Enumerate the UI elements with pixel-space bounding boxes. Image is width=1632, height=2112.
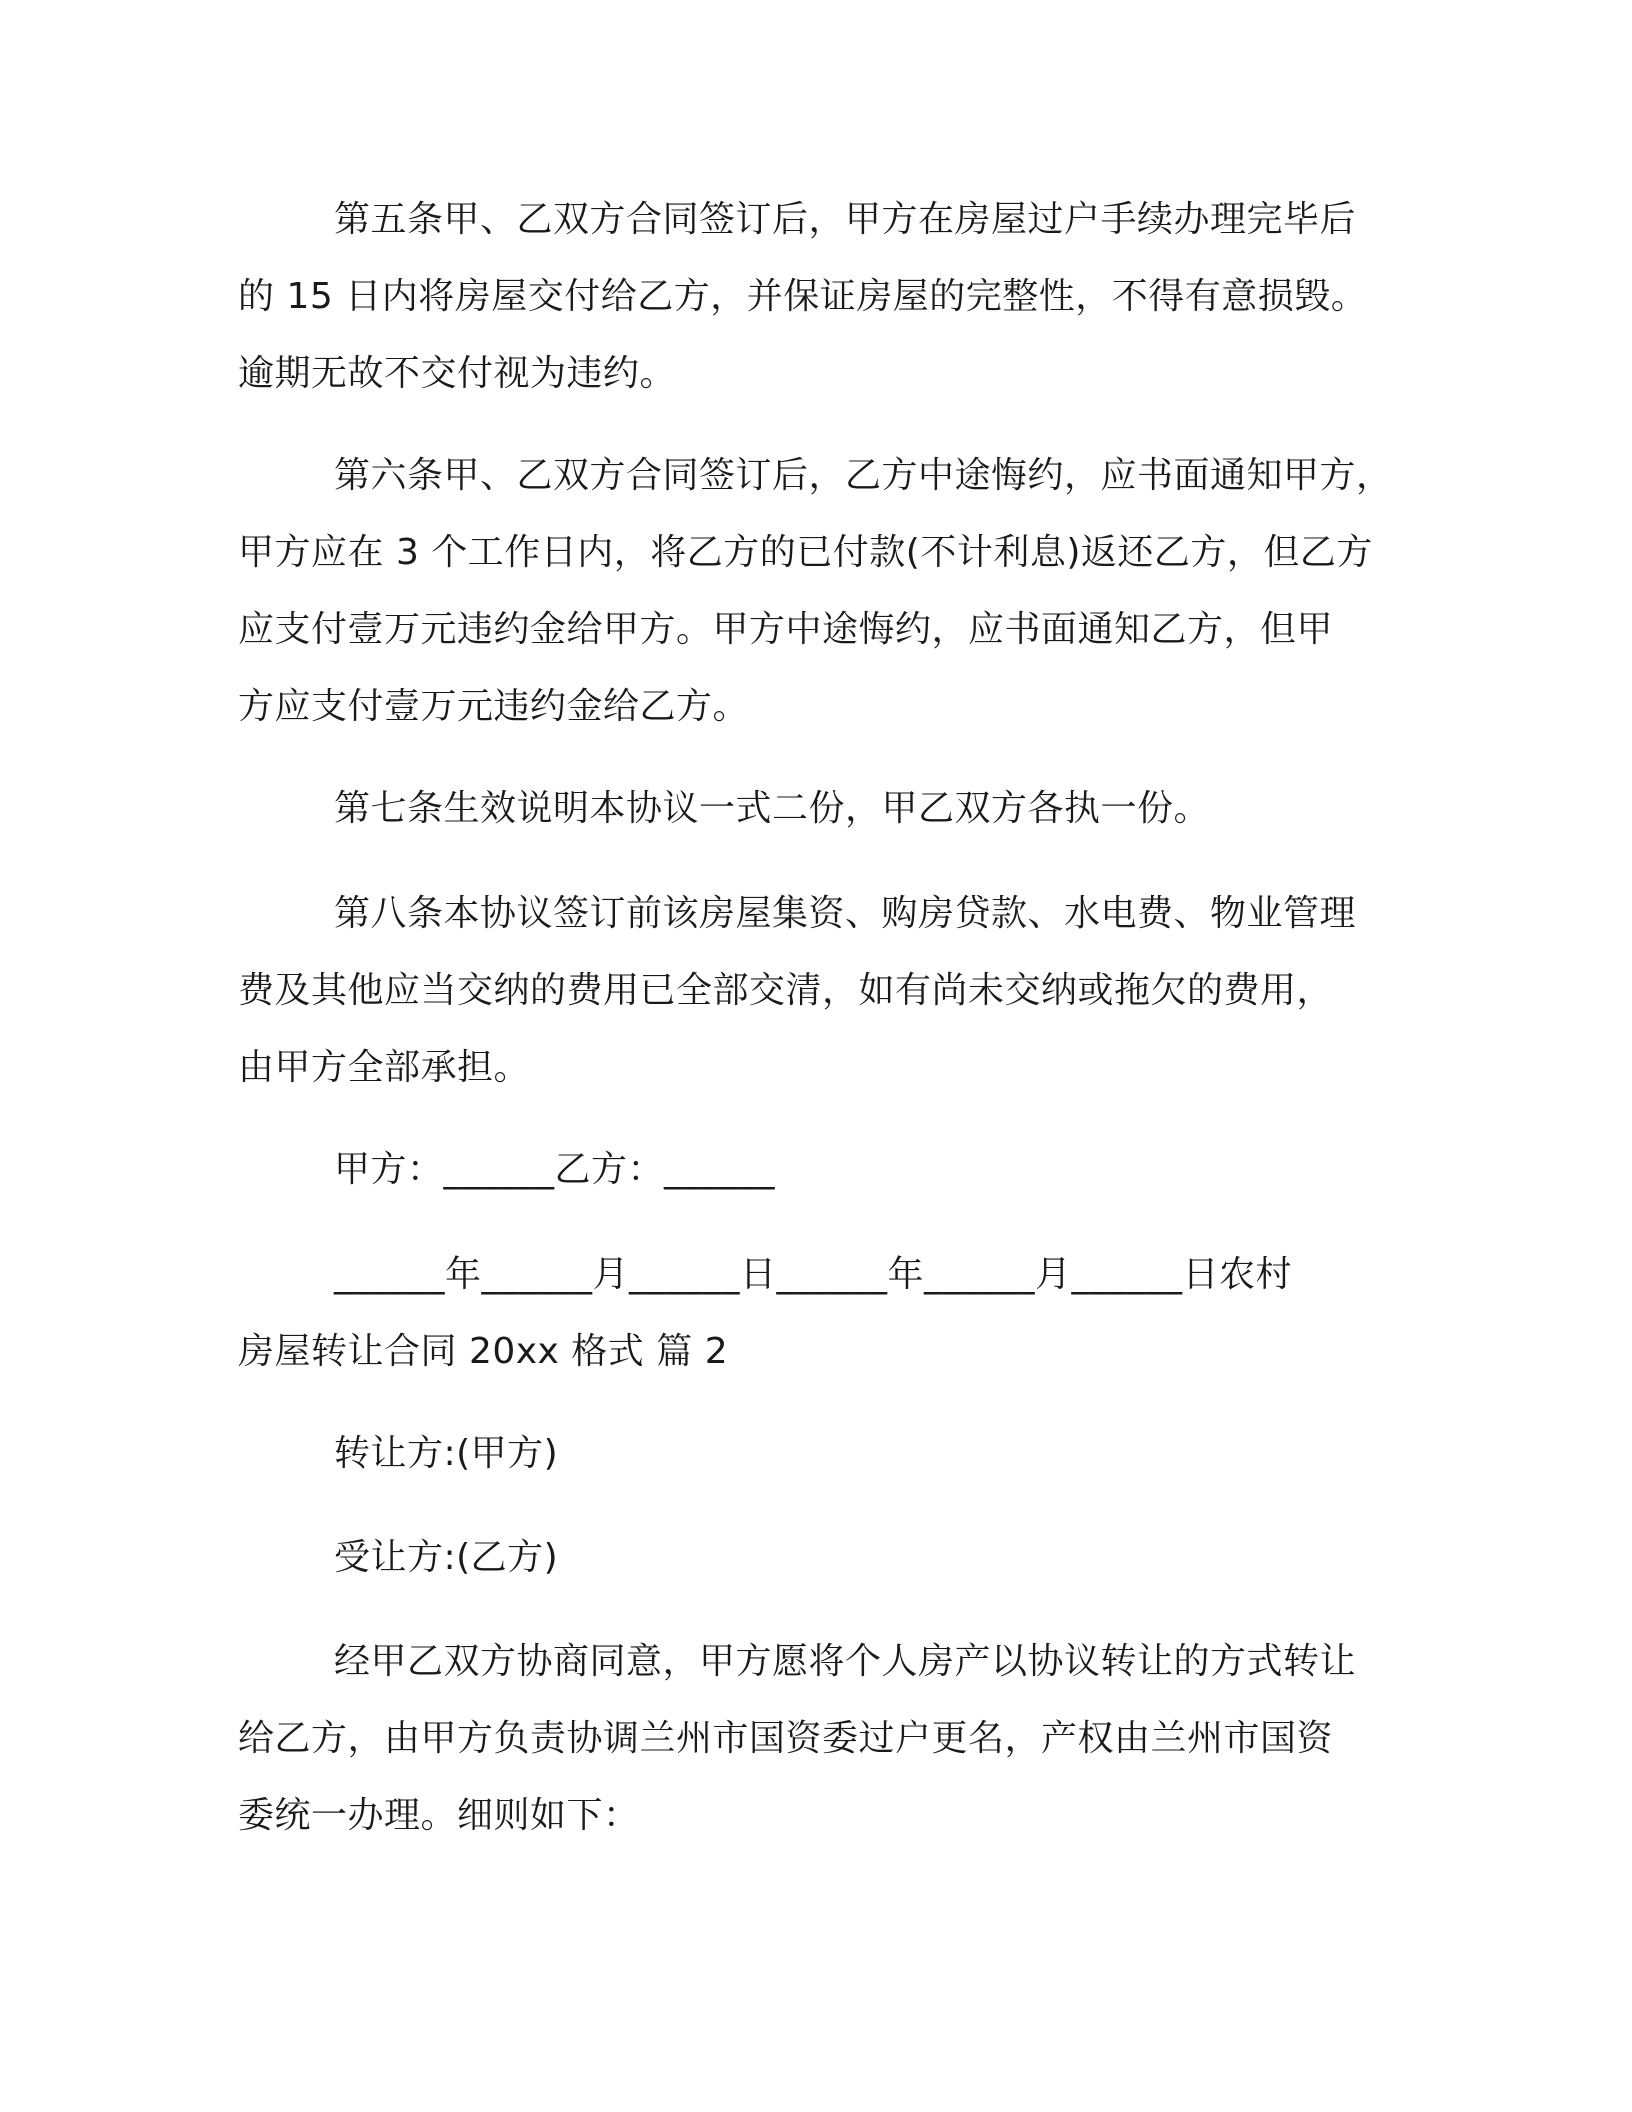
clause-6-line-4: 方应支付壹万元违约金给乙方。 [238, 686, 750, 727]
clause-8-paragraph [238, 875, 1398, 1106]
transferor-label: 转让方:(甲方) [334, 1433, 559, 1474]
clause-8-line-2: 费及其他应当交纳的费用已全部交清，如有尚未交纳或拖欠的费用， [238, 970, 1334, 1011]
clause-7-paragraph [238, 770, 1398, 847]
agreement-intro-paragraph [238, 1623, 1398, 1854]
clause-7-line-1: 第七条生效说明本协议一式二份，甲乙双方各执一份。 [334, 788, 1211, 829]
clause-8-line-1: 第八条本协议签订前该房屋集资、购房贷款、水电费、物业管理 [334, 893, 1357, 934]
agreement-intro-line-2: 给乙方，由甲方负责协调兰州市国资委过户更名，产权由兰州市国资 [238, 1718, 1334, 1759]
date-line: ______年______月______日______年______月______日农村 [334, 1254, 1293, 1295]
transferee-label: 受让方:(乙方) [334, 1537, 559, 1578]
clause-6-line-2: 甲方应在 3 个工作日内，将乙方的已付款(不计利息)返还乙方，但乙方 [238, 532, 1373, 573]
contract-heading-line: 房屋转让合同 20xx 格式 篇 2 [238, 1331, 729, 1372]
clause-6-paragraph [238, 437, 1398, 745]
clause-5-line-1: 第五条甲、乙双方合同签订后，甲方在房屋过户手续办理完毕后 [334, 199, 1357, 240]
clause-6-line-3: 应支付壹万元违约金给甲方。甲方中途悔约，应书面通知乙方，但甲 [238, 609, 1334, 650]
clause-5-line-3: 逾期无故不交付视为违约。 [238, 353, 677, 394]
date-and-heading-paragraph [238, 1236, 1398, 1390]
agreement-intro-line-3: 委统一办理。细则如下： [238, 1795, 640, 1836]
transferee-paragraph [238, 1519, 1398, 1596]
signature-parties-line [238, 1131, 1398, 1208]
signature-parties-text: 甲方：______乙方：______ [334, 1149, 776, 1190]
clause-5-paragraph [238, 181, 1398, 412]
clause-5-line-2: 的 15 日内将房屋交付给乙方，并保证房屋的完整性，不得有意损毁。 [238, 276, 1368, 317]
clause-6-line-1: 第六条甲、乙双方合同签订后，乙方中途悔约，应书面通知甲方， [334, 455, 1393, 496]
clause-8-line-3: 由甲方全部承担。 [238, 1047, 531, 1088]
transferor-paragraph [238, 1415, 1398, 1492]
agreement-intro-line-1: 经甲乙双方协商同意，甲方愿将个人房产以协议转让的方式转让 [334, 1641, 1357, 1682]
